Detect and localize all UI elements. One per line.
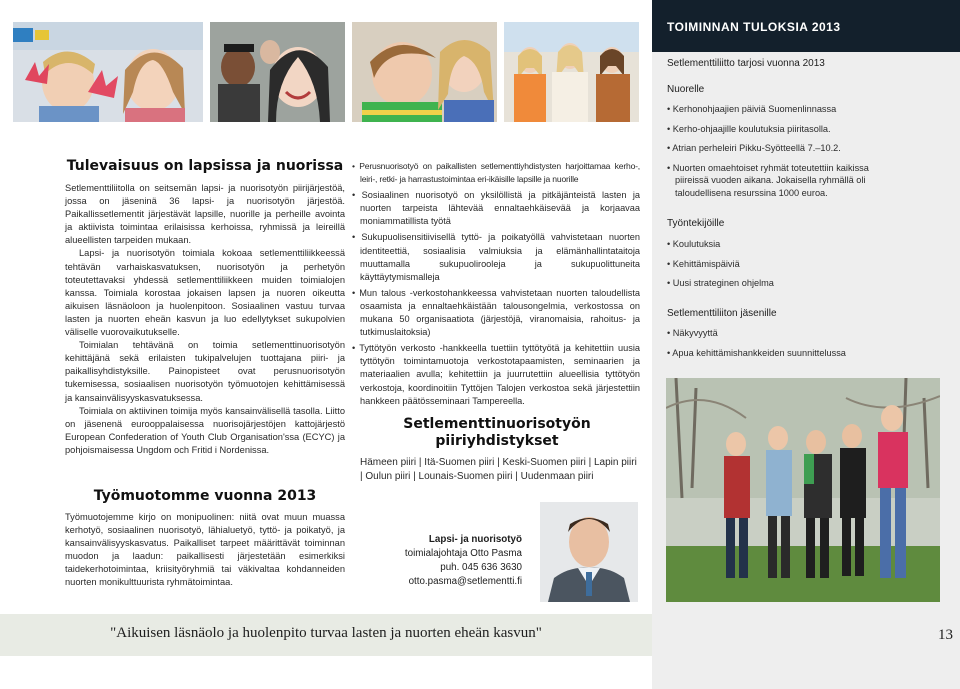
pull-quote: "Aikuisen läsnäolo ja huolenpito turvaa lasten ja nuorten eheän kasvun"	[110, 625, 542, 641]
group-label: Setlementtiliiton jäsenille	[667, 308, 777, 319]
list-item: • Kehittämispäiviä	[667, 258, 892, 271]
list-item: • Sosiaalinen nuorisotyö on yksilöllistä ja pitkäjänteistä lasten ja nuorten tarpeista lähtevää ennaltaehkäisevää ja korjaavaa moniammatillista työtä	[352, 189, 640, 228]
list-item: • Nuorten omaehtoiset ryhmät toteutettiin kaikissa piireissä vuoden aikana. Jokaisella ryhmällä oli taloudellisena resurssina 1000 euroa.	[667, 162, 892, 200]
left-column-title: Tulevaisuus on lapsissa ja nuorissa	[66, 158, 344, 174]
list-item: • Näkyvyyttä	[667, 327, 892, 340]
group-list	[667, 103, 892, 206]
paragraph: Toimiala on aktiivinen toimija myös kansainvälisellä tasolla. Liitto on jäsenenä eurooppalaisessa nuorisojärjestöjen kattojärjestö European Confederation of Youth Club Organisation'ssa (ECYC) ja pohjoismaisessa Ungdom och Fritid i Nordenissa.	[65, 405, 345, 455]
districts-title: Setlementtinuorisotyön piiriyhdistykset	[403, 416, 591, 449]
paragraph: Lapsi- ja nuorisotyön toimiala kokoaa setlementtiliikkeessä tehtävän varhaiskasvatuksen, nuorisotyön ja perhetyön toteutettavaksi yhdessä setlementtiliikkeen muiden toimialojen kanssa. Toimiala korostaa jokaisen lapsen ja nuoren oikeutta aikuisen läsnäoloon ja huolenpitoon. Sosiaalinen vastuu turvaa lasten ja nuorten eheän kasvun ja luo edellytykset sukupolvien väliselle vuorovaikutukselle.	[65, 248, 345, 338]
photo-three-young-women	[504, 22, 639, 122]
sidebar-subtitle: Setlementtiliitto tarjosi vuonna 2013	[667, 58, 825, 69]
group-label: Työntekijöille	[667, 218, 725, 229]
group-list	[667, 327, 892, 366]
paragraph: Työmuotojemme kirjo on monipuolinen: niitä ovat muun muassa kerhotyö, sosiaalinen nuorisotyö, lähialuetyö, tyttö- ja poikatyö, ja kansainvälisyyskasvatus. Paikalliset tarpeet määrittävät toiminnan muodon ja laadun: paikallisesti järjestetään esimerkiksi taidekerhotoimintaa, kriisityöryhmiä tai väkivaltaa kohdanneiden nuorten monikulttuurista ryhmätoimintaa.	[65, 512, 345, 588]
work-forms-body	[65, 511, 345, 590]
list-item: • Koulutuksia	[667, 238, 892, 251]
list-item: • Uusi strateginen ohjelma	[667, 277, 892, 290]
page-number: 13	[938, 627, 953, 643]
list-item: • Sukupuolisensitiivisellä tyttö- ja poikatyöllä vahvistetaan nuorten identiteettiä, sosiaalisia valmiuksia ja elämänhallintataitoja muuttamalla sukupuolirooleja ja sukupuolittuneita käyttäytymismalleja	[352, 231, 640, 283]
districts-text: Hämeen piiri | Itä-Suomen piiri | Keski-Suomen piiri | Lapin piiri | Oulun piiri | Lounais-Suomen piiri | Uudenmaan piiri	[360, 457, 637, 482]
photo-portrait-otto-pasma	[540, 502, 638, 602]
list-item: • Atrian perheleiri Pikku-Syötteellä 7.–10.2.	[667, 142, 892, 155]
photo-boy-and-girl	[352, 22, 497, 122]
photo-youth-group-smiling	[210, 22, 345, 122]
list-item: • Kerho-ohjaajille koulutuksia piiritasolla.	[667, 123, 892, 136]
contact-phone: puh. 045 636 3630	[440, 562, 522, 573]
group-label: Nuorelle	[667, 84, 705, 95]
left-column-body	[65, 182, 345, 457]
contact-name: toimialajohtaja Otto Pasma	[404, 548, 522, 559]
photo-group-of-young-people-outdoors	[666, 378, 940, 602]
paragraph: Toimialan tehtävänä on toimia setlementtinuorisotyön kehittäjänä sekä erilaisten tukipalvelujen tuottajana piiri- ja paikallisyhdistyksille. Painopisteet ovat perusnuorisotyön tukemisessa, sosiaalisen nuorisotyön työmuotojen kehittämisessä ja kansainvälisyyskasvatuksessa.	[65, 340, 345, 403]
contact-title: Lapsi- ja nuorisotyö	[428, 534, 522, 545]
contact-block	[382, 533, 522, 589]
youth-work-list	[352, 160, 640, 411]
list-item: • Perusnuorisotyö on paikallisten setlementtiyhdistysten harjoittamaa kerho-, leiri-, retki- ja harrastustoimintaa eri-ikäisille lapsille ja nuorille	[352, 160, 640, 186]
photo-children-painted-hands	[13, 22, 203, 122]
list-item: • Kerhonohjaajien päiviä Suomenlinnassa	[667, 103, 892, 116]
group-list	[667, 238, 892, 297]
sidebar-title: TOIMINNAN TULOKSIA 2013	[667, 20, 841, 34]
list-item: • Mun talous -verkostohankkeessa vahvistetaan nuorten taloudellista osaamista ja ennaltaehkäistään talousongelmia, verkostossa on mukana 50 organisaatiota (järjestöjä, viranomaisia, rahoitus- ja tutkimuslaitoksia)	[352, 287, 640, 339]
list-item: • Apua kehittämishankkeiden suunnittelussa	[667, 347, 892, 360]
paragraph: Setlementtiliitolla on seitsemän lapsi- ja nuorisotyön piirijärjestöä, jossa on jäseninä 36 lapsi- ja nuorisotyön järjestöä. Paikallissetlementit järjestävät lapsille, nuorille ja perheille avointa ja aktiivista toimintaa erilaisissa kerhoissa, ryhmissä ja leireillä alueellisten tarpeiden mukaan.	[65, 183, 345, 246]
list-item: • Tyttötyön verkosto -hankkeella tuettiin tyttötyötä ja kehitettiin uusia tyttötyön toimintamuotoja verkostotapaamisten, seminaarien ja materiaalien avulla; kehitettiin ja juurrutettiin alueellisia tyttötyön verkostoja, koordinoitiin Tyttöjen Talojen verkostoa sekä järjestettiin hankkeen päätösseminaari Tampereella.	[352, 342, 640, 407]
sidebar-header	[652, 0, 960, 52]
contact-email[interactable]: otto.pasma@setlementti.fi	[408, 576, 522, 587]
work-forms-title: Työmuotomme vuonna 2013	[93, 488, 317, 504]
